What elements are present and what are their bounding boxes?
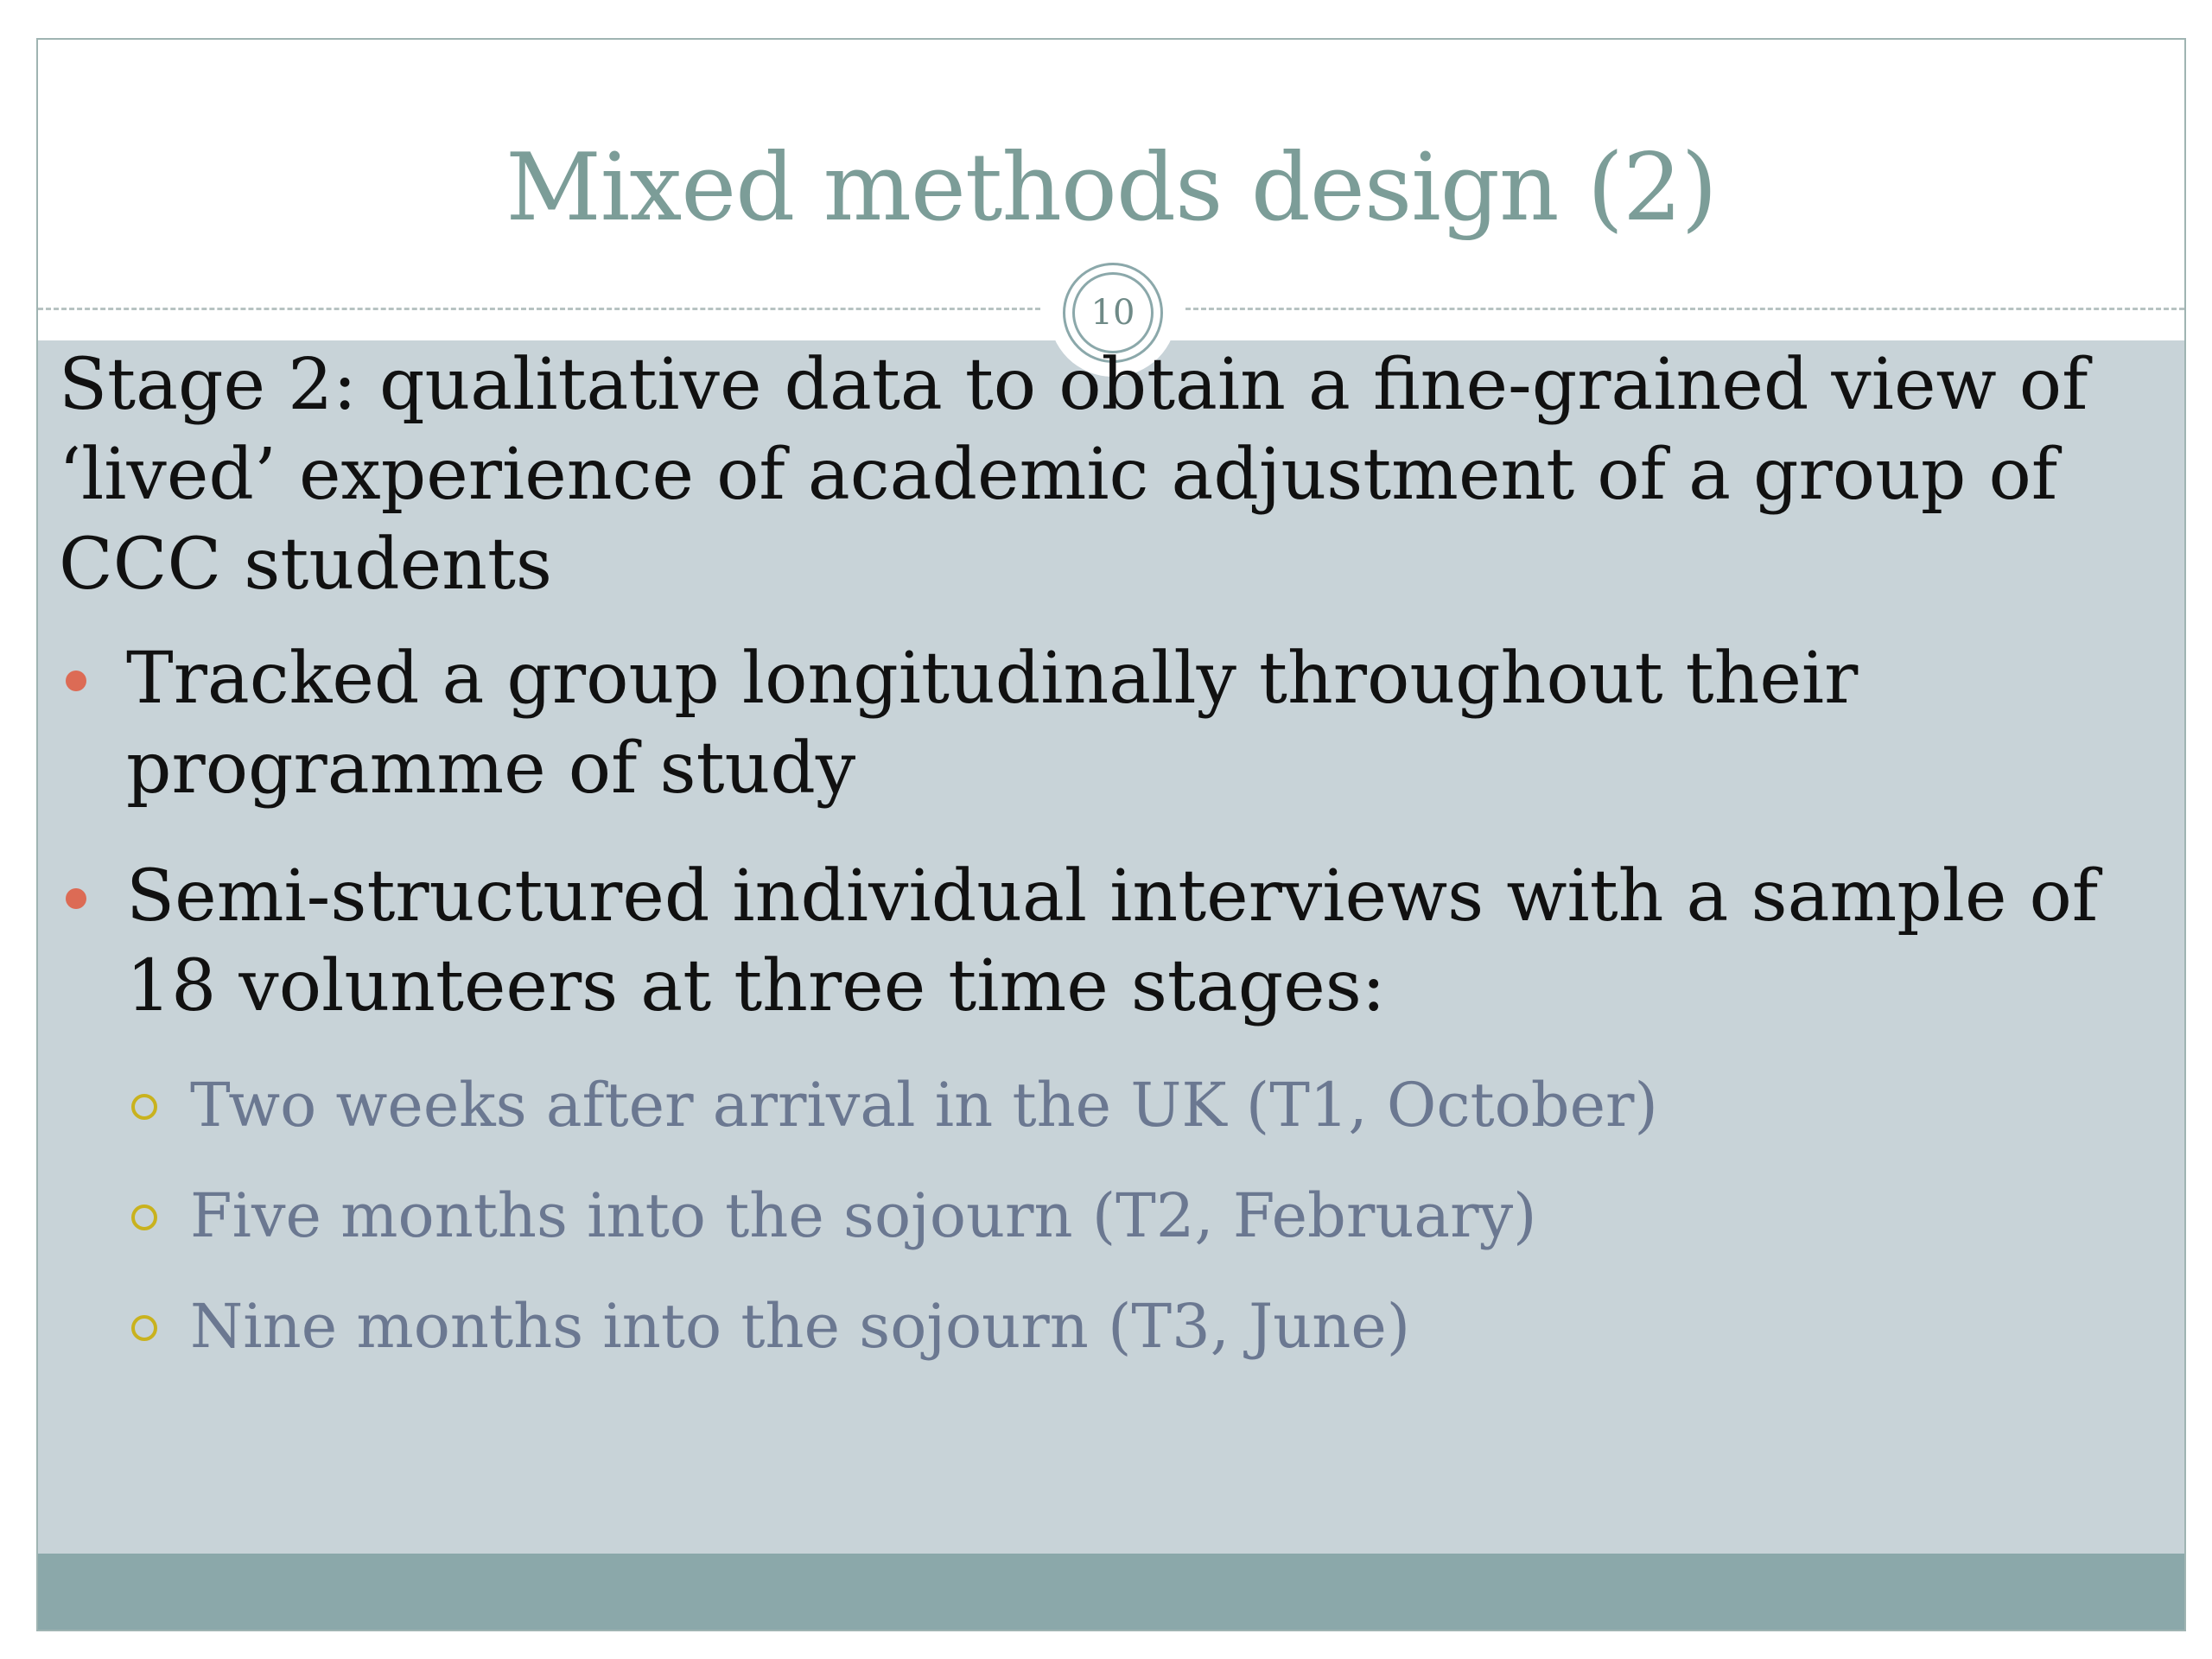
- bullet-text: Semi-structured individual interviews with a sample of 18 volunteers at three time stages:: [126, 855, 2099, 1027]
- bullet-dot-icon: [66, 671, 86, 691]
- slide-title: Mixed methods design (2): [505, 134, 1717, 242]
- page-number: 10: [1072, 272, 1154, 353]
- stage-description: Stage 2: qualitative data to obtain a fine-grained view of ‘lived’ experience of academic adjustment of a group of CCC students: [59, 344, 2088, 606]
- time-stage-text: Five months into the sojourn (T2, February): [190, 1180, 1537, 1251]
- time-stage-list: [59, 1066, 2107, 1365]
- bullet-item-interviews: [59, 852, 2107, 1032]
- time-stage-text: Two weeks after arrival in the UK (T1, October): [190, 1070, 1658, 1141]
- title-divider-left: [38, 308, 1040, 310]
- hollow-circle-bullet-icon: [131, 1205, 157, 1230]
- bullet-item-tracked: [59, 634, 2107, 814]
- hollow-circle-bullet-icon: [131, 1094, 157, 1120]
- time-stage-t3: [59, 1287, 2107, 1365]
- time-stage-t2: [59, 1177, 2107, 1255]
- bullet-dot-icon: [66, 888, 86, 909]
- slide-body: [59, 340, 2107, 1398]
- footer-bar: [38, 1554, 2184, 1630]
- time-stage-t1: [59, 1066, 2107, 1144]
- hollow-circle-bullet-icon: [131, 1315, 157, 1341]
- bullet-text: Tracked a group longitudinally throughout their programme of study: [126, 638, 1859, 810]
- time-stage-text: Nine months into the sojourn (T3, June): [190, 1291, 1411, 1362]
- title-divider-right: [1185, 308, 2184, 310]
